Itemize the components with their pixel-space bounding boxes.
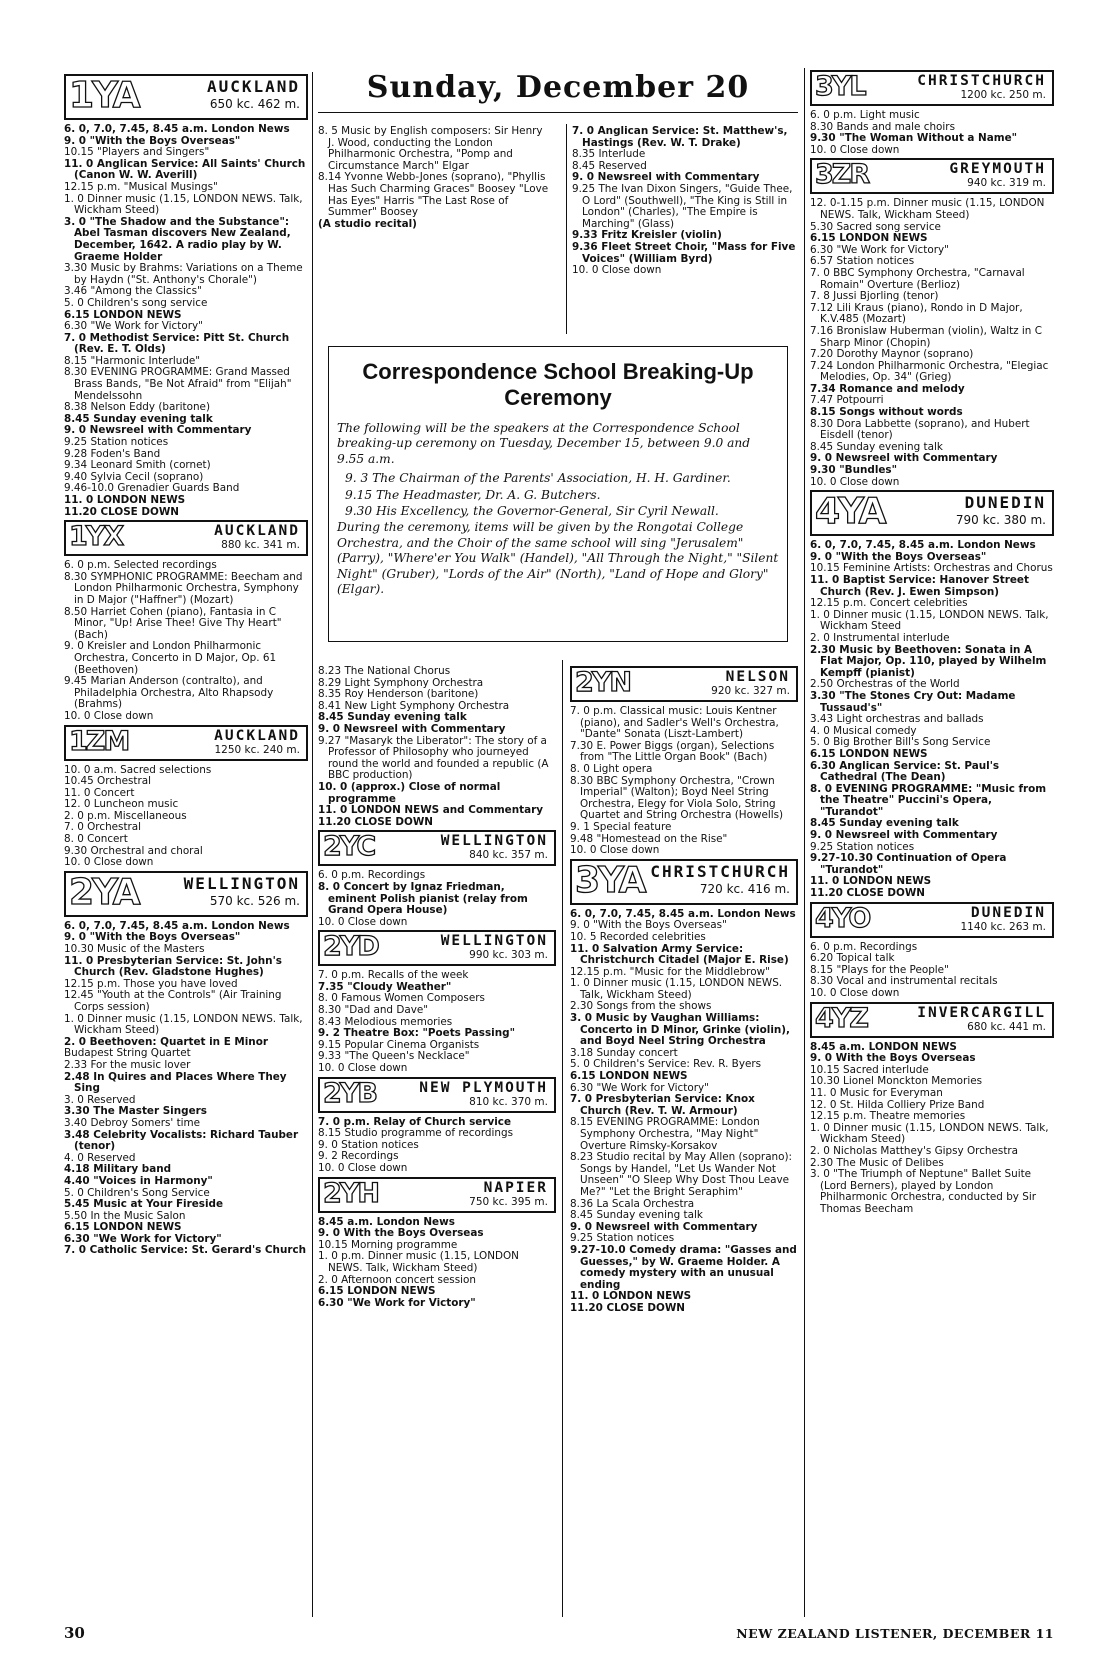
schedule-entry: 1. 0 Dinner music (1.15, LONDON NEWS. Talk, Wickham Steed) xyxy=(810,1121,1049,1146)
station-header-4yo xyxy=(810,902,1054,938)
schedule-2yd xyxy=(318,970,556,1074)
station-header-2ya xyxy=(64,871,308,917)
schedule-entry: 8.30 Vocal and instrumental recitals xyxy=(810,975,998,988)
schedule-entry: 7. 0 p.m. Recalls of the week xyxy=(318,969,469,982)
schedule-entry: 11. 0 Presbyterian Service: St. John's Church (Rev. Gladstone Hughes) xyxy=(64,954,282,979)
station-frequency: 840 kc. 357 m. xyxy=(469,849,548,862)
schedule-entry: 9. 0 "With the Boys Overseas" xyxy=(810,550,987,563)
schedule-entry: 8.30 BBC Symphony Orchestra, "Crown Imperial" (Walton); Boyd Neel String Orchestra, Elegy for Viola Solo, String Quartet and String Orchestra (Howells) xyxy=(570,774,784,822)
schedule-entry: 8.45 Sunday evening talk xyxy=(64,412,213,425)
schedule-entry: 9. 0 Newsreel with Commentary xyxy=(572,171,760,184)
schedule-entry: 4. 0 Musical comedy xyxy=(810,724,917,737)
schedule-entry: 9. 2 Recordings xyxy=(318,1150,399,1163)
station-city: DUNEDIN xyxy=(970,904,1046,921)
schedule-entry: 8. 0 Light opera xyxy=(570,762,653,775)
schedule-entry: 8.41 New Light Symphony Orchestra xyxy=(318,699,510,712)
schedule-entry: 6.57 Station notices xyxy=(810,255,915,268)
schedule-2yc xyxy=(318,870,556,928)
schedule-entry: 7. 0 p.m. Relay of Church service xyxy=(318,1115,512,1128)
station-logo: 4YZ xyxy=(815,1002,867,1034)
schedule-entry: 2.48 In Quires and Places Where They Sing xyxy=(64,1070,287,1095)
schedule-entry: 10. 0 Close down xyxy=(810,143,900,156)
schedule-4ya xyxy=(810,540,1054,899)
station-header-3yl xyxy=(810,70,1054,106)
schedule-entry: 7.35 "Cloudy Weather" xyxy=(318,980,452,993)
station-logo: 3ZR xyxy=(815,159,869,191)
feature-speaker: 9. 3 The Chairman of the Parents' Association, H. H. Gardiner. xyxy=(345,471,731,486)
schedule-entry: 8.30 Bands and male choirs xyxy=(810,120,955,133)
schedule-entry: 9. 0 Kreisler and London Philharmonic Orchestra, Concerto in D Major, Op. 61 (Beethoven) xyxy=(64,640,277,676)
schedule-entry: 10. 0 Close down xyxy=(64,856,154,869)
schedule-entry: 1. 0 Dinner music (1.15, LONDON NEWS. Talk, Wickham Steed) xyxy=(64,1012,303,1037)
schedule-entry: 3.30 The Master Singers xyxy=(64,1105,207,1118)
schedule-entry: 8.36 La Scala Orchestra xyxy=(570,1197,695,1210)
schedule-entry: 4. 0 Reserved xyxy=(64,1151,136,1164)
schedule-entry: 8.45 Reserved xyxy=(572,159,647,172)
schedule-entry: 12.15 p.m. Those you have loved xyxy=(64,977,238,990)
schedule-entry: 1. 0 Dinner music (1.15, LONDON NEWS. Talk, Wickham Steed) xyxy=(64,192,303,217)
feature-outro: During the ceremony, items will be given by the Rongotai College Orchestra, and the Choir of the same school will sing "Jerusalem" (Parry), "Where'er You Walk" (Handel), "All Through the Night," "Silent Night" (Gruber), "Lords of the Air" (North), "Land of Hope and Glory" (Elgar). xyxy=(337,520,779,597)
station-logo: 2YB xyxy=(323,1077,376,1109)
schedule-entry: 10.45 Orchestral xyxy=(64,775,151,788)
schedule-entry: 8. 0 Famous Women Composers xyxy=(318,992,485,1005)
schedule-entry: 8.45 Sunday evening talk xyxy=(570,1209,703,1222)
schedule-2ya-continued xyxy=(318,126,550,230)
station-logo: 2YH xyxy=(323,1177,378,1209)
schedule-entry: 6.15 LONDON NEWS xyxy=(810,747,928,760)
station-frequency: 1200 kc. 250 m. xyxy=(960,89,1046,101)
schedule-entry: 10. 0 Close down xyxy=(570,844,660,857)
column-2-left xyxy=(318,666,556,1309)
station-city: DUNEDIN xyxy=(964,493,1046,513)
page-title: Sunday, December 20 xyxy=(366,70,750,105)
station-logo: 2YC xyxy=(323,831,375,863)
schedule-entry: 9.33 Fritz Kreisler (violin) xyxy=(572,229,722,242)
column-divider-3 xyxy=(804,68,805,1617)
schedule-entry: 9. 2 Theatre Box: "Poets Passing" xyxy=(318,1027,515,1040)
schedule-entry: 6.15 LONDON NEWS xyxy=(318,1285,436,1298)
schedule-entry: 5.50 In the Music Salon xyxy=(64,1209,186,1222)
schedule-entry: 1. 0 p.m. Dinner music (1.15, LONDON NEWS. Talk, Wickham Steed) xyxy=(318,1250,519,1274)
schedule-entry: 8.30 Dora Labbette (soprano), and Hubert Eisdell (tenor) xyxy=(810,417,1030,442)
schedule-entry: 6. 0, 7.0, 7.45, 8.45 a.m. London News xyxy=(570,907,796,920)
schedule-entry: 4.18 Military band xyxy=(64,1163,172,1176)
station-header-2yh xyxy=(318,1177,556,1213)
schedule-entry: 3.40 Debroy Somers' time xyxy=(64,1116,201,1129)
station-frequency: 1140 kc. 263 m. xyxy=(960,920,1046,933)
station-header-2yb xyxy=(318,1077,556,1113)
schedule-entry: 9.15 Popular Cinema Organists xyxy=(318,1038,480,1051)
schedule-entry: 11.20 CLOSE DOWN xyxy=(318,815,434,828)
schedule-3zr xyxy=(810,198,1054,488)
station-city: NEW PLYMOUTH xyxy=(419,1079,548,1096)
schedule-entry: 6.30 "We Work for Victory" xyxy=(64,320,203,333)
station-header-4yz xyxy=(810,1002,1054,1038)
schedule-entry: 6.30 Anglican Service: St. Paul's Cathedral (The Dean) xyxy=(810,759,1000,784)
schedule-entry: 8.30 "Dad and Dave" xyxy=(318,1004,429,1017)
schedule-1ya-continued xyxy=(572,126,798,277)
schedule-entry: 10. 5 Recorded celebrities xyxy=(570,930,706,943)
schedule-entry: 7. 0 Orchestral xyxy=(64,821,142,834)
station-city: AUCKLAND xyxy=(214,523,300,540)
schedule-entry: 3.48 Celebrity Vocalists: Richard Tauber (tenor) xyxy=(64,1128,299,1153)
station-logo: 1YX xyxy=(69,521,123,553)
schedule-3ya xyxy=(570,909,798,1315)
schedule-entry: 12.15 p.m. "Music for the Middlebrow" xyxy=(570,965,770,978)
station-frequency: 880 kc. 341 m. xyxy=(221,539,300,552)
schedule-entry: 9. 0 "With the Boys Overseas" xyxy=(64,931,241,944)
schedule-entry: 12.45 "Youth at the Controls" (Air Training Corps session) xyxy=(64,989,282,1013)
schedule-entry: 9.30 "The Woman Without a Name" xyxy=(810,132,1018,145)
schedule-entry: 3. 0 "The Shadow and the Substance": Abel Tasman discovers New Zealand, December, 1642. A radio play by W. Graeme Holder xyxy=(64,215,291,263)
schedule-entry: 11. 0 Baptist Service: Hanover Street Church (Rev. J. Ewen Simpson) xyxy=(810,574,1029,598)
schedule-entry: 9.25 The Ivan Dixon Singers, "Guide Thee, O Lord" (Southwell), "The King is Still in London" (Charles), "The Empire is Marching" (Glass) xyxy=(572,182,793,230)
schedule-entry: 10. 0 Close down xyxy=(318,1162,408,1174)
schedule-entry: 2. 0 Afternoon concert session xyxy=(318,1273,476,1286)
schedule-entry: 10. 0 Close down xyxy=(318,1062,408,1075)
schedule-entry: 10. 0 a.m. Sacred selections xyxy=(64,763,212,776)
schedule-entry: 10.15 Feminine Artists: Orchestras and Chorus xyxy=(810,562,1053,575)
schedule-entry: 6.20 Topical talk xyxy=(810,952,895,965)
schedule-entry: 11. 0 Anglican Service: All Saints' Church (Canon W. W. Averill) xyxy=(64,157,306,182)
schedule-entry: 6.15 LONDON NEWS xyxy=(64,308,182,321)
station-city: CHRISTCHURCH xyxy=(650,861,790,881)
station-city: INVERCARGILL xyxy=(917,1004,1046,1021)
schedule-entry: 5. 0 Children's Service: Rev. R. Byers xyxy=(570,1058,762,1071)
schedule-entry: 3.30 "The Stones Cry Out: Madame Tussaud's" xyxy=(810,689,1016,714)
schedule-entry: 5.30 Sacred song service xyxy=(810,220,941,233)
schedule-entry: 11.20 CLOSE DOWN xyxy=(64,505,180,518)
schedule-entry: 7. 0 Anglican Service: St. Matthew's, Hastings (Rev. W. T. Drake) xyxy=(572,125,788,149)
station-city: NELSON xyxy=(725,669,790,685)
schedule-entry: 7.24 London Philharmonic Orchestra, "Elegiac Melodies, Op. 34" (Grieg) xyxy=(810,359,1049,384)
schedule-4yo xyxy=(810,942,1054,1000)
schedule-entry: 8. 0 Concert by Ignaz Friedman, eminent Polish pianist (relay from Grand Opera House) xyxy=(318,880,528,917)
schedule-entry: 11. 0 LONDON NEWS and Commentary xyxy=(318,804,543,817)
station-frequency: 750 kc. 395 m. xyxy=(469,1195,548,1208)
schedule-entry: 3.43 Light orchestras and ballads xyxy=(810,713,984,726)
schedule-entry: 2.33 For the music lover xyxy=(64,1058,191,1071)
schedule-2yn xyxy=(570,706,798,857)
schedule-entry: 12.15 p.m. Concert celebrities xyxy=(810,597,968,610)
schedule-entry: 10.15 Morning programme xyxy=(318,1238,458,1251)
schedule-2ya xyxy=(64,921,308,1257)
schedule-entry: 8.23 The National Chorus xyxy=(318,665,451,677)
station-logo: 2YD xyxy=(323,931,378,963)
schedule-entry: 10. 0 (approx.) Close of normal programme xyxy=(318,780,501,805)
schedule-entry: 10. 0 Close down xyxy=(810,475,900,488)
schedule-entry: 4.40 "Voices in Harmony" xyxy=(64,1174,213,1187)
feature-speaker: 9.30 His Excellency, the Governor-General, Sir Cyril Newall. xyxy=(345,504,719,519)
station-frequency: 940 kc. 319 m. xyxy=(967,177,1046,190)
feature-box xyxy=(328,346,788,642)
station-frequency: 680 kc. 441 m. xyxy=(967,1020,1046,1033)
schedule-entry: 2.30 Music by Beethoven: Sonata in A Flat Major, Op. 110, played by Wilhelm Kempff (pianist) xyxy=(810,643,1047,679)
schedule-entry: 9.36 Fleet Street Choir, "Mass for Five Voices" (William Byrd) xyxy=(572,240,796,265)
schedule-entry: 11. 0 LONDON NEWS xyxy=(64,494,186,506)
station-logo: 3YA xyxy=(575,859,645,901)
schedule-entry: 12. 0 St. Hilda Colliery Prize Band xyxy=(810,1098,985,1111)
station-header-4ya xyxy=(810,490,1054,536)
schedule-entry: 8.45 a.m. LONDON NEWS xyxy=(810,1040,957,1053)
schedule-1ya xyxy=(64,124,308,518)
schedule-entry: 8.14 Yvonne Webb-Jones (soprano), "Phyllis Has Such Charming Graces" Boosey "Love Has Eyes" Harris "The Last Rose of Summer" Boosey xyxy=(318,171,549,219)
schedule-entry: 8.30 EVENING PROGRAMME: Grand Massed Brass Bands, "Be Not Afraid" from "Elijah" Mendelssohn xyxy=(64,366,292,402)
schedule-entry: 3.18 Sunday concert xyxy=(570,1046,678,1059)
schedule-entry: 11. 0 Salvation Army Service: Christchurch Citadel (Major E. Rise) xyxy=(570,942,789,967)
schedule-entry: 6. 0 p.m. Recordings xyxy=(810,940,918,953)
schedule-4yz xyxy=(810,1042,1054,1216)
station-header-2yc xyxy=(318,830,556,866)
schedule-entry: 8.50 Harriet Cohen (piano), Fantasia in C Minor, "Up! Arise Thee! Give Thy Heart" (Bach) xyxy=(64,605,282,641)
schedule-entry: (A studio recital) xyxy=(318,217,417,230)
schedule-entry: 9.25 Station notices xyxy=(570,1232,675,1245)
schedule-entry: 3.46 "Among the Classics" xyxy=(64,285,202,298)
schedule-entry: 8.29 Light Symphony Orchestra xyxy=(318,676,484,689)
column-1 xyxy=(64,72,308,1257)
schedule-entry: 9. 0 "With the Boys Overseas" xyxy=(64,134,241,147)
schedule-entry: 2. 0 p.m. Miscellaneous xyxy=(64,809,187,822)
schedule-entry: 7.20 Dorothy Maynor (soprano) xyxy=(810,348,974,361)
schedule-entry: 8.45 Sunday evening talk xyxy=(810,440,943,453)
schedule-entry: 8.15 "Plays for the People" xyxy=(810,963,949,976)
station-frequency: 790 kc. 380 m. xyxy=(955,513,1046,528)
schedule-entry: 9. 0 Newsreel with Commentary xyxy=(810,829,998,842)
feature-intro: The following will be the speakers at the Correspondence School breaking-up ceremony on Tuesday, December 15, between 9.0 and 9.55 a.m. xyxy=(337,421,751,466)
schedule-entry: 3. 0 Music by Vaughan Williams: Concerto in D Minor, Grinke (violin), and Boyd Neel String Orchestra xyxy=(570,1012,790,1048)
station-header-1ya xyxy=(64,74,308,120)
schedule-entry: 8.38 Nelson Eddy (baritone) xyxy=(64,401,210,414)
schedule-entry: 7.47 Potpourri xyxy=(810,394,884,407)
schedule-entry: 6.30 "We Work for Victory" xyxy=(810,243,949,256)
schedule-entry: 5. 0 Children's song service xyxy=(64,296,208,309)
schedule-entry: 9.33 "The Queen's Necklace" xyxy=(318,1050,470,1063)
schedule-entry: 8. 0 Concert xyxy=(64,833,128,846)
station-city: AUCKLAND xyxy=(214,727,300,744)
schedule-entry: 6.15 LONDON NEWS xyxy=(570,1070,688,1083)
schedule-entry: 9.34 Leonard Smith (cornet) xyxy=(64,459,211,472)
station-header-2yd xyxy=(318,930,556,966)
schedule-entry: 9. 0 Newsreel with Commentary xyxy=(318,722,506,735)
feature-speaker: 9.15 The Headmaster, Dr. A. G. Butchers. xyxy=(345,487,601,502)
station-city: WELLINGTON xyxy=(440,933,548,950)
schedule-entry: 6. 0, 7.0, 7.45, 8.45 a.m. London News xyxy=(64,919,290,932)
page-number: 30 xyxy=(64,1624,85,1642)
schedule-1yx-continued xyxy=(318,666,556,828)
schedule-entry: 9.28 Foden's Band xyxy=(64,447,161,460)
schedule-entry: 7. 0 BBC Symphony Orchestra, "Carnaval Romain" Overture (Berlioz) xyxy=(810,266,1025,291)
schedule-entry: 7. 8 Jussi Bjorling (tenor) xyxy=(810,290,939,303)
station-frequency: 570 kc. 526 m. xyxy=(209,893,300,908)
schedule-entry: 7.16 Bronislaw Huberman (violin), Waltz in C Sharp Minor (Chopin) xyxy=(810,324,1042,349)
schedule-entry: 10.30 Lionel Monckton Memories xyxy=(810,1075,983,1088)
schedule-entry: 3. 0 "The Triumph of Neptune" Ballet Suite (Lord Berners), played by London Philharmonic Orchestra, conducted by Sir Thomas Beecham xyxy=(810,1168,1036,1215)
schedule-entry: 8. 0 EVENING PROGRAMME: "Music from the Theatre" Puccini's Opera, "Turandot" xyxy=(810,782,1047,818)
schedule-entry: 7. 0 p.m. Classical music: Louis Kentner (piano), and Sadler's Well's Orchestra, "Dante" Sonata (Liszt-Lambert) xyxy=(570,705,779,741)
schedule-2yh xyxy=(318,1217,556,1310)
title-rule xyxy=(318,112,798,113)
schedule-entry: 9.25 Station notices xyxy=(64,436,169,449)
schedule-entry: 9.25 Station notices xyxy=(810,840,915,853)
schedule-entry: 9. 0 "With the Boys Overseas" xyxy=(570,919,727,932)
schedule-entry: 6.15 LONDON NEWS xyxy=(64,1221,182,1234)
station-frequency: 720 kc. 416 m. xyxy=(699,881,790,896)
column-2-right xyxy=(570,664,798,1315)
column-divider-2b xyxy=(562,660,563,1617)
schedule-entry: 8.35 Interlude xyxy=(572,148,646,161)
schedule-entry: 9. 0 With the Boys Overseas xyxy=(810,1052,976,1065)
schedule-entry: 10.15 "Players and Singers" xyxy=(64,146,210,159)
schedule-entry: 11.20 CLOSE DOWN xyxy=(810,887,926,900)
schedule-entry: 6. 0 p.m. Selected recordings xyxy=(64,559,217,572)
column-divider-2a xyxy=(566,124,567,334)
schedule-entry: 7.34 Romance and melody xyxy=(810,382,965,395)
schedule-entry: 6. 0 p.m. Recordings xyxy=(318,869,426,882)
schedule-entry: 6. 0 p.m. Light music xyxy=(810,109,920,121)
station-header-1zm xyxy=(64,725,308,761)
station-frequency: 1250 kc. 240 m. xyxy=(214,743,300,756)
station-header-2yn xyxy=(570,666,798,702)
schedule-entry: 9.30 Orchestral and choral xyxy=(64,844,203,857)
schedule-entry: 9.46-10.0 Grenadier Guards Band xyxy=(64,482,240,495)
station-logo: 1ZM xyxy=(69,725,129,757)
station-header-1yx xyxy=(64,520,308,556)
station-city: WELLINGTON xyxy=(440,833,548,850)
schedule-entry: 10. 0 Close down xyxy=(572,264,662,277)
schedule-entry: 2.30 The Music of Delibes xyxy=(810,1156,944,1169)
schedule-entry: 7.12 Lili Kraus (piano), Rondo in D Major, K.V.485 (Mozart) xyxy=(810,301,1023,326)
schedule-entry: 8.43 Melodious memories xyxy=(318,1015,453,1028)
schedule-entry: 2. 0 Nicholas Matthey's Gipsy Orchestra xyxy=(810,1144,1019,1157)
schedule-entry: 8.15 Songs without words xyxy=(810,406,963,419)
station-header-3zr xyxy=(810,158,1054,194)
schedule-entry: 9.45 Marian Anderson (contralto), and Philadelphia Orchestra, Alto Rhapsody (Brahms) xyxy=(64,675,274,711)
schedule-entry: 9.27 "Masaryk the Liberator": The story of a Professor of Philosophy who journeyed round the world and founded a republic (A BBC production) xyxy=(318,734,549,782)
schedule-entry: 10.15 Sacred interlude xyxy=(810,1063,929,1076)
schedule-entry: 8.30 SYMPHONIC PROGRAMME: Beecham and London Philharmonic Orchestra, Symphony in D Major ("Haffner") (Mozart) xyxy=(64,570,303,606)
schedule-entry: 9.27-10.30 Continuation of Opera "Turandot" xyxy=(810,852,1007,876)
schedule-entry: 11.20 CLOSE DOWN xyxy=(570,1301,686,1314)
schedule-3yl xyxy=(810,110,1054,156)
schedule-entry: 5. 0 Children's Song Service xyxy=(64,1186,210,1199)
schedule-1zm xyxy=(64,765,308,869)
schedule-entry: 12. 0 Luncheon music xyxy=(64,798,179,811)
schedule-entry: 2.50 Orchestras of the World xyxy=(810,678,960,691)
column-4 xyxy=(810,68,1054,1216)
schedule-entry: 7.30 E. Power Biggs (organ), Selections from "The Little Organ Book" (Bach) xyxy=(570,739,775,764)
station-frequency: 920 kc. 327 m. xyxy=(711,685,790,697)
schedule-entry: Budapest String Quartet xyxy=(64,1047,191,1060)
schedule-entry: 7. 0 Catholic Service: St. Gerard's Church xyxy=(64,1244,307,1257)
schedule-entry: 9. 0 Newsreel with Commentary xyxy=(64,424,252,437)
station-logo: 4YA xyxy=(815,491,885,533)
schedule-entry: 6.30 "We Work for Victory" xyxy=(570,1081,709,1094)
schedule-entry: 8.15 EVENING PROGRAMME: London Symphony Orchestra, "May Night" Overture Rimsky-Korsakov xyxy=(570,1116,760,1152)
schedule-entry: 6.15 LONDON NEWS xyxy=(810,232,928,245)
schedule-entry: 1. 0 Dinner music (1.15, LONDON NEWS. Talk, Wickham Steed) xyxy=(570,977,783,1001)
column-divider-1 xyxy=(312,72,313,1617)
schedule-entry: 11. 0 Concert xyxy=(64,786,135,799)
schedule-entry: 2. 0 Beethoven: Quartet in E Minor xyxy=(64,1035,268,1048)
feature-title: Correspondence School Breaking-Up Ceremony xyxy=(362,359,754,410)
schedule-entry: 8.35 Roy Henderson (baritone) xyxy=(318,688,479,701)
station-logo: 4YO xyxy=(815,902,870,934)
schedule-entry: 9.30 "Bundles" xyxy=(810,464,898,477)
schedule-entry: 9. 1 Special feature xyxy=(570,820,672,833)
masthead-footer: NEW ZEALAND LISTENER, DECEMBER 11 xyxy=(736,1626,1054,1641)
schedule-entry: 9.40 Sylvia Cecil (soprano) xyxy=(64,470,204,483)
station-city: WELLINGTON xyxy=(183,873,300,893)
schedule-entry: 6. 0, 7.0, 7.45, 8.45 a.m. London News xyxy=(64,123,290,135)
schedule-entry: 5.45 Music at Your Fireside xyxy=(64,1198,224,1211)
schedule-entry: 6. 0, 7.0, 7.45, 8.45 a.m. London News xyxy=(810,539,1036,552)
schedule-entry: 10. 0 Close down xyxy=(810,987,900,999)
schedule-entry: 3.30 Music by Brahms: Variations on a Theme by Haydn ("St. Anthony's Chorale") xyxy=(64,262,303,286)
schedule-entry: 12.15 p.m. Theatre memories xyxy=(810,1110,966,1123)
station-frequency: 650 kc. 462 m. xyxy=(209,97,300,111)
station-city: GREYMOUTH xyxy=(949,161,1046,178)
schedule-entry: 5. 0 Big Brother Bill's Song Service xyxy=(810,736,991,749)
schedule-entry: 12.15 p.m. "Musical Musings" xyxy=(64,180,218,193)
schedule-entry: 1. 0 Dinner music (1.15, LONDON NEWS. Talk, Wickham Steed xyxy=(810,608,1049,633)
schedule-entry: 7. 0 Presbyterian Service: Knox Church (Rev. T. W. Armour) xyxy=(570,1093,755,1117)
schedule-1yx xyxy=(64,560,308,722)
station-frequency: 990 kc. 303 m. xyxy=(469,949,548,962)
station-logo: 2YA xyxy=(69,871,139,913)
schedule-entry: 11. 0 LONDON NEWS xyxy=(570,1290,692,1303)
station-city: NAPIER xyxy=(483,1179,548,1196)
schedule-entry: 10. 0 Close down xyxy=(318,915,408,928)
station-logo: 2YN xyxy=(575,667,630,698)
schedule-entry: 9.27-10.0 Comedy drama: "Gasses and Guesses," by W. Graeme Holder. A comedy mystery with an unusual ending xyxy=(570,1243,797,1291)
schedule-entry: 3. 0 Reserved xyxy=(64,1093,136,1106)
schedule-entry: 8.15 Studio programme of recordings xyxy=(318,1127,513,1140)
schedule-entry: 11. 0 Music for Everyman xyxy=(810,1086,943,1099)
schedule-entry: 11. 0 LONDON NEWS xyxy=(810,875,932,888)
schedule-entry: 8.45 Sunday evening talk xyxy=(318,711,467,724)
schedule-entry: 6.30 "We Work for Victory" xyxy=(64,1232,222,1245)
schedule-entry: 2.30 Songs from the shows xyxy=(570,1000,712,1013)
schedule-entry: 10.30 Music of the Masters xyxy=(64,943,205,956)
schedule-entry: 8.45 a.m. London News xyxy=(318,1215,455,1228)
schedule-entry: 12. 0-1.15 p.m. Dinner music (1.15, LONDON NEWS. Talk, Wickham Steed) xyxy=(810,197,1045,221)
station-frequency: 810 kc. 370 m. xyxy=(469,1095,548,1108)
schedule-entry: 8.45 Sunday evening talk xyxy=(810,817,959,830)
schedule-entry: 9. 0 Newsreel with Commentary xyxy=(570,1220,758,1233)
schedule-entry: 6.30 "We Work for Victory" xyxy=(318,1296,476,1309)
schedule-entry: 9. 0 With the Boys Overseas xyxy=(318,1227,484,1240)
station-header-3ya xyxy=(570,859,798,905)
schedule-entry: 9. 0 Station notices xyxy=(318,1138,419,1151)
station-city: CHRISTCHURCH xyxy=(917,73,1046,89)
schedule-entry: 8.15 "Harmonic Interlude" xyxy=(64,354,201,367)
schedule-entry: 9.48 "Homestead on the Rise" xyxy=(570,832,728,845)
schedule-entry: 8.23 Studio recital by May Allen (soprano): Songs by Handel, "Let Us Wander Not Unseen" "O Sleep Why Dost Thou Leave Me?" "Let the Bright Seraphim" xyxy=(570,1151,793,1198)
station-city: AUCKLAND xyxy=(206,77,300,96)
schedule-2yb xyxy=(318,1117,556,1175)
station-logo: 1YA xyxy=(69,75,139,116)
schedule-entry: 8. 5 Music by English composers: Sir Henry J. Wood, conducting the London Philharmonic Orchestra, "Pomp and Circumstance March" Elgar xyxy=(318,125,543,172)
schedule-entry: 9. 0 Newsreel with Commentary xyxy=(810,452,998,465)
schedule-entry: 2. 0 Instrumental interlude xyxy=(810,631,950,644)
station-logo: 3YL xyxy=(815,71,865,102)
schedule-entry: 10. 0 Close down xyxy=(64,709,154,722)
schedule-entry: 7. 0 Methodist Service: Pitt St. Church (Rev. E. T. Olds) xyxy=(64,331,290,356)
